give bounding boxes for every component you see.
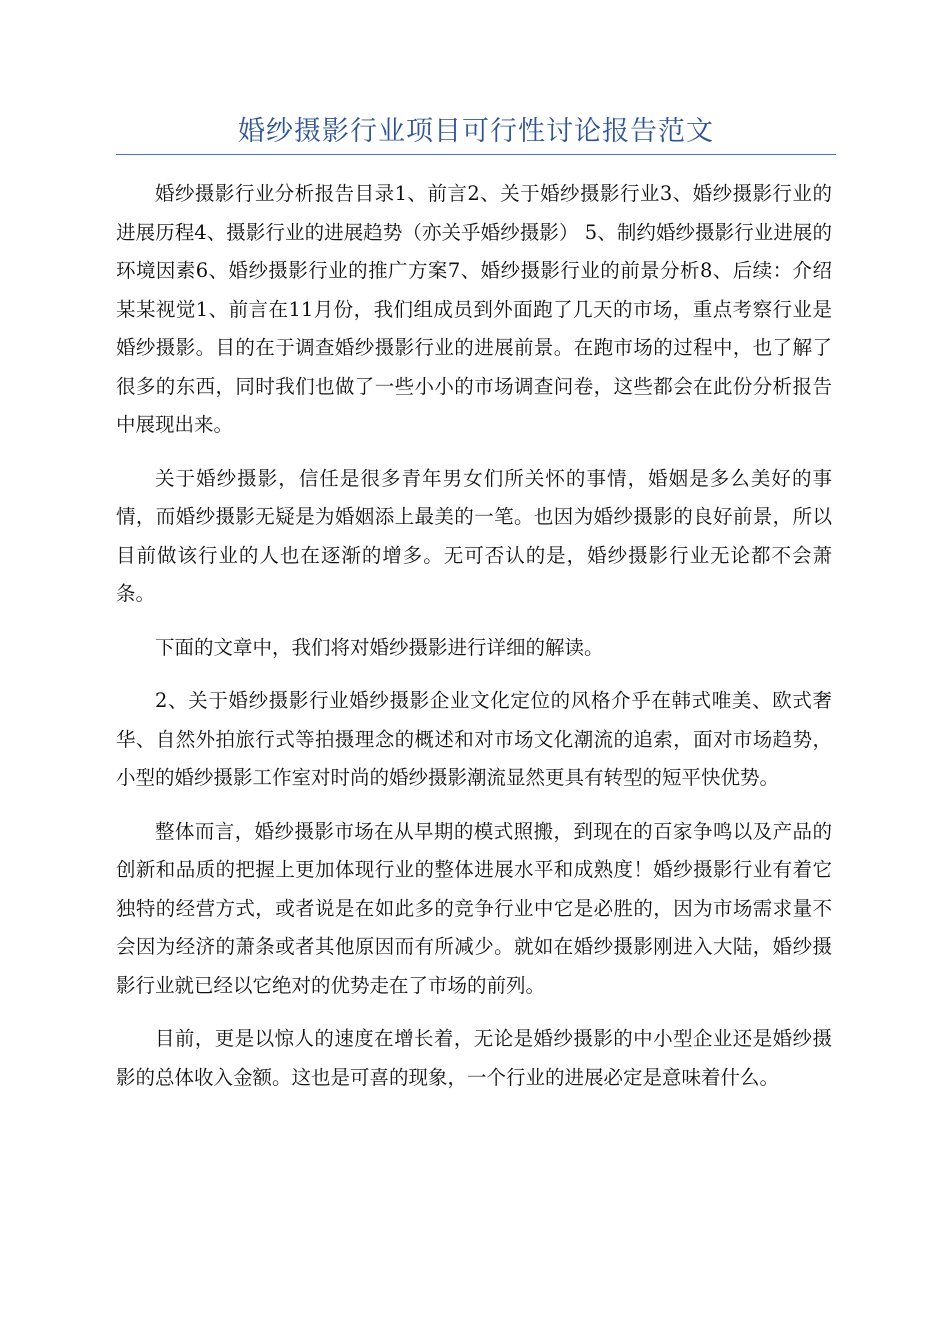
paragraph-1: 婚纱摄影行业分析报告目录1、前言2、关于婚纱摄影行业3、婚纱摄影行业的进展历程4、摄影行业的进展趋势（亦关乎婚纱摄影） 5、制约婚纱摄影行业进展的环境因素6、婚纱摄影行业的推广方案7、婚纱摄影行业的前景分析8、后续：介绍某某视觉1、前言在11月份，我们组成员到外面跑了几天的市场，重点考察行业是婚纱摄影。目的在于调查婚纱摄影行业的进展前景。在跑市场的过程中，也了解了很多的东西，同时我们也做了一些小小的市场调查问卷，这些都会在此份分析报告中展现出来。: [116, 182, 832, 436]
document-body: [116, 175, 832, 1112]
paragraph-5: 整体而言，婚纱摄影市场在从早期的模式照搬，到现在的百家争鸣以及产品的创新和品质的把握上更加体现行业的整体进展水平和成熟度！婚纱摄影行业有着它独特的经营方式，或者说是在如此多的竞争行业中它是必胜的，因为市场需求量不会因为经济的萧条或者其他原因而有所减少。就如在婚纱摄影刚进入大陆，婚纱摄影行业就已经以它绝对的优势走在了市场的前列。: [116, 819, 832, 997]
paragraph-2: 关于婚纱摄影，信任是很多青年男女们所关怀的事情，婚姻是多么美好的事情，而婚纱摄影无疑是为婚姻添上最美的一笔。也因为婚纱摄影的良好前景，所以目前做该行业的人也在逐渐的增多。无可否认的是，婚纱摄影行业无论都不会萧条。: [116, 466, 832, 605]
title-underline: [116, 154, 836, 155]
paragraph-6: 目前，更是以惊人的速度在增长着，无论是婚纱摄影的中小型企业还是婚纱摄影的总体收入金额。这也是可喜的现象，一个行业的进展必定是意味着什么。: [116, 1027, 832, 1089]
document-title: 婚纱摄影行业项目可行性讨论报告范文: [238, 116, 714, 147]
paragraph-4: 2、关于婚纱摄影行业婚纱摄影企业文化定位的风格介乎在韩式唯美、欧式奢华、自然外拍旅行式等拍摄理念的概述和对市场文化潮流的追索，面对市场趋势，小型的婚纱摄影工作室对时尚的婚纱摄影潮流显然更具有转型的短平快优势。: [116, 689, 832, 789]
paragraph-3: 下面的文章中，我们将对婚纱摄影进行详细的解读。: [155, 635, 604, 659]
